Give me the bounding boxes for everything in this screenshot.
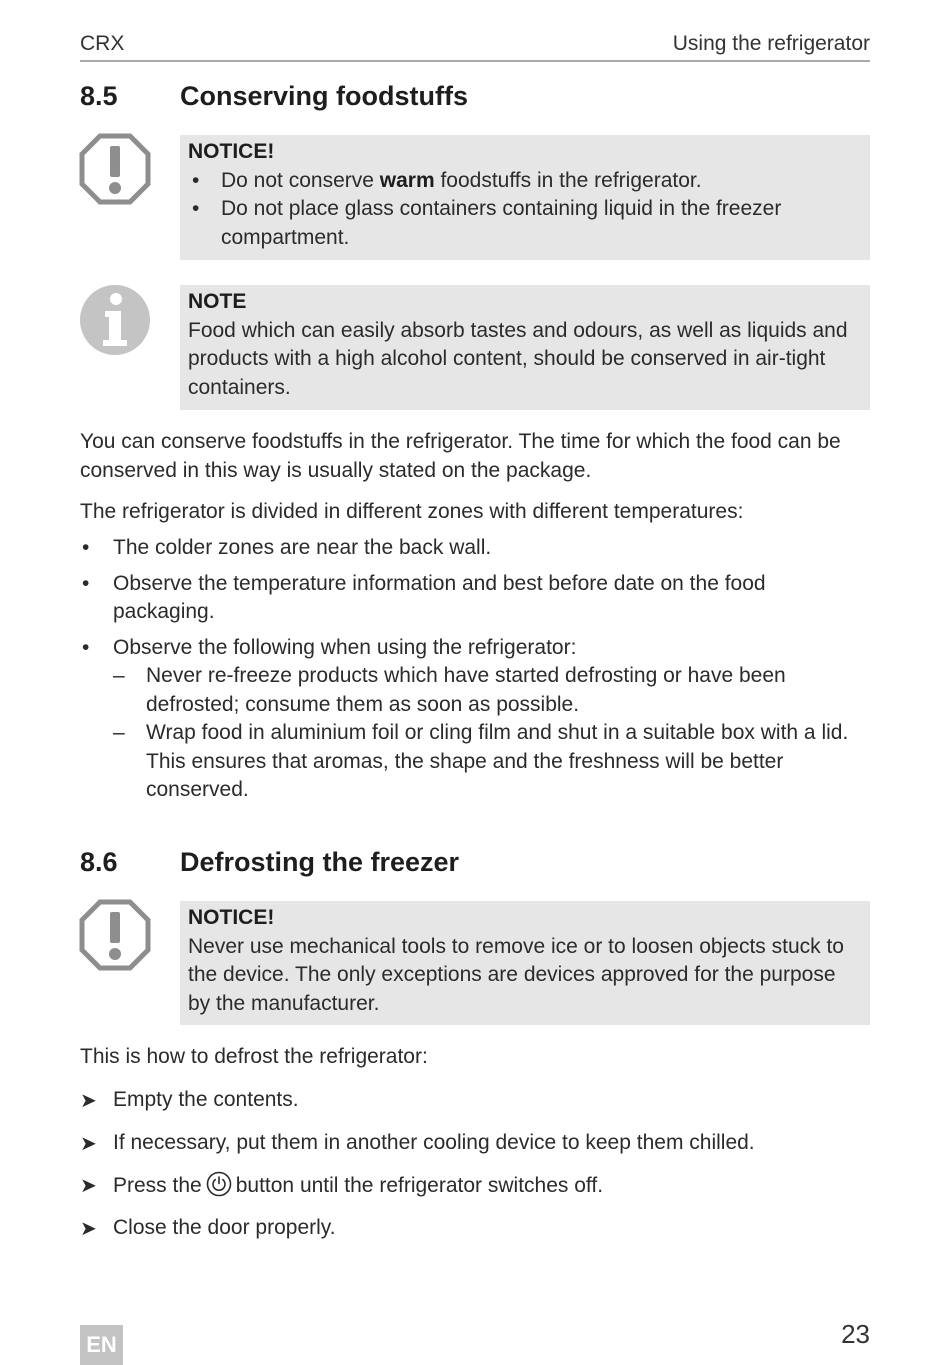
- dash-list: [113, 662, 870, 805]
- notice-title: NOTICE!: [188, 140, 275, 163]
- list-item: [80, 534, 870, 563]
- section-number: 8.6: [80, 847, 118, 877]
- language-tab: EN: [80, 1325, 123, 1365]
- step-text: If necessary, put them in another cooling device to keep them chilled.: [113, 1130, 755, 1154]
- step-text: Empty the contents.: [113, 1088, 299, 1111]
- notice-box: [180, 901, 870, 1025]
- power-icon: [206, 1171, 232, 1197]
- step-text: button until the refrigerator switches off.: [235, 1174, 604, 1197]
- page-number: 23: [841, 1319, 870, 1349]
- dash-item-text: Never re-freeze products which have started defrosting or have been defrosted; consume them as soon as possible.: [146, 664, 786, 716]
- bullet-marker: •: [82, 536, 90, 559]
- paragraph-conserve: You can conserve foodstuffs in the refrigerator. The time for which the food can be conserved in this way is usually stated on the package.: [80, 430, 841, 482]
- step-arrow-icon: ➤: [80, 1217, 97, 1240]
- note-box: [180, 285, 870, 410]
- list-item-text: The colder zones are near the back wall.: [113, 536, 492, 559]
- section-title: Conserving foodstuffs: [180, 81, 468, 111]
- notice-item: • Do not place glass containers containing liquid in the freezer compartment.: [188, 195, 862, 252]
- list-item: [80, 634, 870, 805]
- notice-item-text: foodstuffs in the refrigerator.: [434, 168, 702, 192]
- section-title: Defrosting the freezer: [180, 847, 460, 877]
- dash-marker: –: [113, 721, 125, 744]
- info-circle-icon: [79, 284, 151, 356]
- step-text: Close the door properly.: [113, 1215, 336, 1239]
- notice-octagon-icon: [79, 133, 151, 205]
- bullet-list: [80, 534, 870, 812]
- list-item: [80, 570, 870, 627]
- step-arrow-icon: ➤: [80, 1175, 97, 1197]
- dash-item: [113, 662, 870, 719]
- paragraph-zones: The refrigerator is divided in different zones with different temperatures:: [80, 500, 744, 523]
- notice-text: Never use mechanical tools to remove ice or to loosen objects stuck to the device. The only exceptions are devices approved for the purpose by the manufacturer.: [188, 934, 844, 1015]
- notice-title: NOTICE!: [188, 906, 275, 929]
- step-item: [80, 1214, 870, 1257]
- step-item: [80, 1129, 870, 1172]
- list-item-text: Observe the temperature information and best before date on the food packaging.: [113, 571, 766, 623]
- notice-emphasis: warm: [379, 168, 435, 192]
- notice-item: [188, 167, 862, 196]
- header-divider: [80, 60, 870, 62]
- notice-box: [180, 135, 870, 260]
- header-product: CRX: [80, 32, 125, 55]
- bullet-marker: •: [82, 571, 90, 595]
- bullet-marker: •: [82, 635, 90, 659]
- dash-marker: –: [113, 664, 125, 687]
- dash-item: [113, 719, 870, 805]
- section-number: 8.5: [80, 81, 118, 111]
- note-text: Food which can easily absorb tastes and odours, as well as liquids and products with a high alcohol content, should be conserved in air-tight containers.: [188, 318, 848, 399]
- notice-octagon-icon: [79, 899, 151, 971]
- dash-item-text: Wrap food in aluminium foil or cling film and shut in a suitable box with a lid. This ensures that aromas, the shape and the freshness will be better conserved.: [146, 721, 849, 801]
- header-chapter: Using the refrigerator: [672, 32, 870, 55]
- paragraph-defrost-intro: This is how to defrost the refrigerator:: [80, 1045, 428, 1068]
- step-text: Press the: [113, 1174, 202, 1197]
- step-list: [80, 1086, 870, 1256]
- notice-item-text: Do not conserve: [221, 168, 380, 192]
- list-item-text: Observe the following when using the refrigerator:: [113, 635, 577, 659]
- notice-list: [188, 167, 862, 253]
- step-arrow-icon: ➤: [80, 1090, 97, 1112]
- note-title: NOTE: [188, 290, 247, 313]
- step-item: [80, 1086, 870, 1129]
- step-item: [80, 1171, 870, 1214]
- step-arrow-icon: ➤: [80, 1132, 97, 1155]
